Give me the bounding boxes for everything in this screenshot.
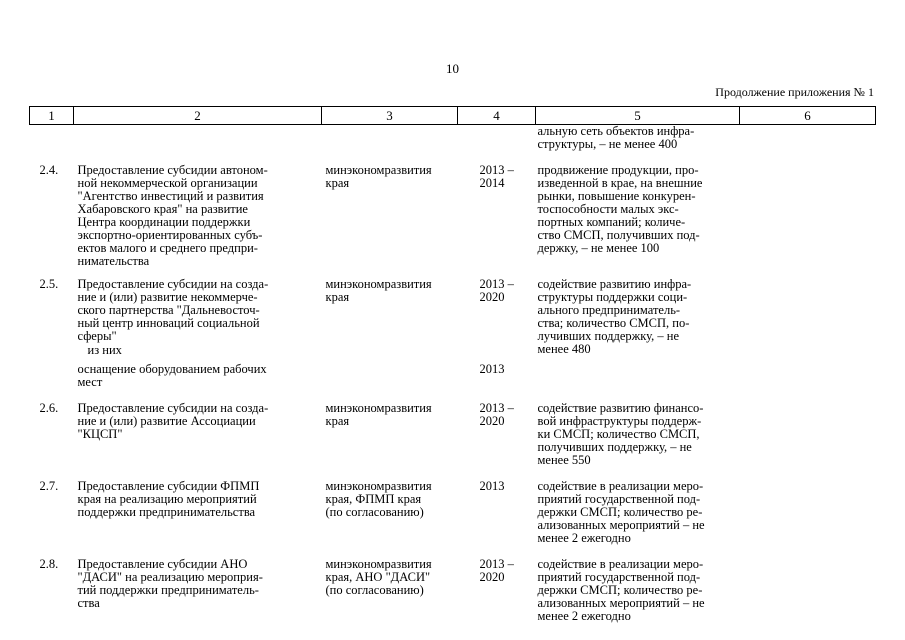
note: [740, 343, 876, 357]
note: [740, 480, 876, 558]
executor: минэкономразвития края: [325, 163, 432, 190]
expected-result: содействие в реализации меро- приятий государственной под- держки СМСП; количество ре- ализованных мероприятий – не менее 2 ежегодно: [537, 479, 705, 545]
period: 2013 – 2020: [479, 557, 514, 584]
column-header-5: 5: [536, 107, 740, 125]
expected-result: [536, 357, 740, 402]
appendix-table: [29, 106, 876, 623]
note: [740, 357, 876, 402]
row-number: 2.6.: [39, 401, 59, 415]
period: 2013 – 2020: [479, 401, 514, 428]
executor: [322, 125, 458, 165]
table-row: [30, 343, 876, 357]
expected-result: содействие в реализации меро- приятий государственной под- держки СМСП; количество ре- ализованных мероприятий – не менее 2 ежегодно: [537, 557, 705, 623]
row-number: [30, 125, 74, 165]
executor: минэкономразвития края, АНО "ДАСИ" (по согласованию): [325, 557, 432, 597]
executor: [322, 343, 458, 357]
row-number: [30, 357, 74, 402]
table-row: [30, 125, 876, 165]
column-header-1: 1: [30, 107, 74, 125]
executor: минэкономразвития края: [325, 277, 432, 304]
note: [740, 402, 876, 480]
column-header-2: 2: [74, 107, 322, 125]
column-header-6: 6: [740, 107, 876, 125]
expected-result: альную сеть объектов инфра- структуры, – не менее 400: [537, 124, 695, 151]
expected-result: продвижение продукции, про- изведенной в крае, на внешние рынки, повышение конкурен- тоспособности малых экс- портных компаний; количе- ство СМСП, получивших под- держку, – не менее 100: [537, 163, 703, 255]
measure-name: Предоставление субсидии автоном- ной некоммерческой организации "Агентство инвестиций и развития Хабаровского края" на развитие Центра координации поддержки экспортно-ориентированных субъ- ектов малого и среднего предпри- нимательства: [77, 163, 268, 268]
executor: минэкономразвития края: [325, 401, 432, 428]
measure-subheading: из них: [87, 343, 122, 357]
period: 2013 – 2014: [479, 163, 514, 190]
column-header-3: 3: [322, 107, 458, 125]
expected-result: содействие развитию финансо- вой инфраструктуры поддерж- ки СМСП; количество СМСП, получивших поддержку, – не менее 550: [537, 401, 704, 467]
table-row: [30, 558, 876, 623]
note: [740, 278, 876, 343]
note: [740, 164, 876, 268]
period: 2013: [479, 479, 505, 493]
measure-name: оснащение оборудованием рабочих мест: [77, 362, 267, 389]
row-number: 2.5.: [39, 277, 59, 291]
row-number: 2.7.: [39, 479, 59, 493]
table-row: [30, 480, 876, 558]
executor: минэкономразвития края, ФПМП края (по согласованию): [325, 479, 432, 519]
note: [740, 125, 876, 165]
expected-result: содействие развитию инфра- структуры поддержки соци- ального предприниматель- ства; количество СМСП, по- лучивших поддержку, – не менее 480: [537, 277, 692, 356]
period: 2013: [479, 362, 505, 376]
table-row: [30, 164, 876, 268]
measure-name: [74, 125, 322, 165]
period: [458, 343, 536, 357]
row-number: [30, 343, 74, 357]
table-row: [30, 357, 876, 402]
header-row: [30, 107, 876, 125]
row-number: 2.4.: [39, 163, 59, 177]
measure-name: Предоставление субсидии АНО "ДАСИ" на реализацию мероприя- тий поддержки предприниматель- ства: [77, 557, 263, 610]
measure-name: Предоставление субсидии на созда- ние и (или) развитие некоммерче- ского партнерства "Дальневосточ- ный центр инноваций социальной сферы": [77, 277, 269, 343]
period: [458, 125, 536, 165]
column-header-4: 4: [458, 107, 536, 125]
table-row: [30, 278, 876, 343]
note: [740, 558, 876, 623]
page-number: 10: [446, 61, 459, 76]
period: 2013 – 2020: [479, 277, 514, 304]
measure-name: Предоставление субсидии на созда- ние и (или) развитие Ассоциации "КЦСП": [77, 401, 269, 441]
executor: [322, 357, 458, 402]
table-row: [30, 402, 876, 480]
continuation-label: Продолжение приложения № 1: [715, 85, 874, 99]
row-number: 2.8.: [39, 557, 59, 571]
measure-name: Предоставление субсидии ФПМП края на реализацию мероприятий поддержки предпринимательства: [77, 479, 260, 519]
